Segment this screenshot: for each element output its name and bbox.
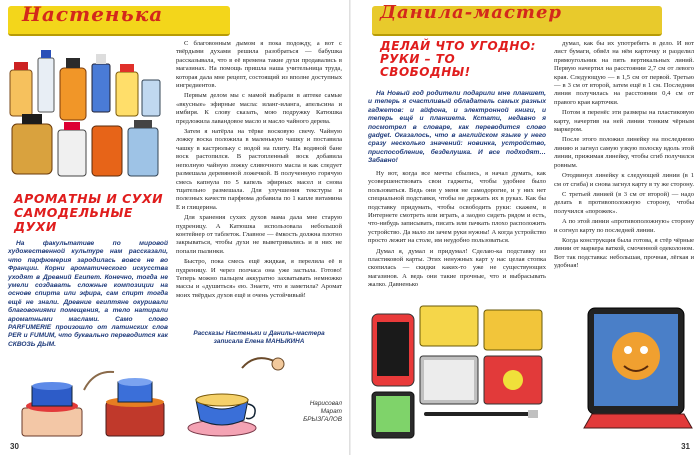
body-paragraph: После этого положил линейку на последнюю линию и загнул самую узкую полоску вдоль этой линии, прижимая линейку, чтобы сгиб получился ровным. [554,136,694,169]
page-number: 31 [681,442,690,451]
body-paragraph: Первым делом мы с мамой выбрали в аптеке самые «вкусные» эфирные масла: иланг-иланга, апельсина и имбиря. К слову сказать, мою подружку Катюшка предложила лавандовое масло и масло чайного дерева. [176,92,342,125]
headline-line-1: ДЕЛАЙ ЧТО УГОДНО: [380,39,536,53]
gadget-cards-illustration [368,300,548,445]
tablet-on-stand-illustration [582,304,694,436]
headline-line-2: РУКИ – ТО СВОБОДНЫ! [380,52,471,80]
body-paragraph: А по этой линии «противоположную» сторону и согнул карту по последней линии. [554,218,694,234]
right-page [350,0,700,455]
body-paragraph: Потом я перенёс эти размеры на пластиковую карту, начертив на ней линии тонким чёрным маркером. [554,109,694,134]
article-body-column [368,170,546,292]
body-paragraph: думал, как бы их употребить в дело. И вот лист бумаги, обвёл на нём карточку и разделил прямоугольник на пять вертикальных линий. Первую начертил на расстоянии 2,7 см от левого края. Следующую — в 1,5 см от первой. Третью — в 3 см от второй, затем ещё в 1 см. Последняя линия получилась на расстоянии 0,4 см от правого края карточки. [554,40,694,106]
headline-line-2: САМОДЕЛЬНЫЕ ДУХИ [14,204,133,234]
cups-illustration [182,348,292,440]
page-number: 30 [10,442,19,451]
illustrator-signature [280,400,342,424]
body-paragraph: Быстро, пока смесь ещё жидкая, я перелила её в пудреницу. И через полчаса она уже застыла. Готово! Теперь можно пальцем аккуратно захватывать немножко массы и «душиться» ею. Знаете, что я заметила? Аромат моих твёрдых духов ещё и очень устойчивый! [176,258,342,299]
sig-line-2: Марат [320,408,342,415]
body-paragraph: С третьей линией (в 3 см от второй) — надо делать в противоположную сторону, чтобы получился «порожек». [554,190,694,215]
banner-title: Данила-мастер [380,2,563,23]
body-paragraph: Затем я натёрла на тёрке восковую свечу. Чайную ложку воска положила в маленькую чашку и поставила чашку в кастрюльку с водой на плиту. На водяной бане воск растопился. В растопленный воск добавила неполную чайную ложку сливочного масла и как следует размешала деревянной ложечкой. В полученную горячую смесь капнула по 5 капель эфирных масел и снова тщательно размешала. Для улучшения текстуры и полезных качеств парфюма добавила по 1 капле витамина Е и глицерина. [176,128,342,211]
headline-line-1: АРОМАТНЫ И СУХИ [14,191,164,206]
credits-line-1: Рассказы Настеньки и Данилы-мастера [193,330,325,337]
article-credits [176,330,342,346]
article-headline [380,40,550,80]
body-paragraph: Думал я, думал и придумал! Сделаю-ка подставку из пластиковой карты. Этих ненужных карт у нас целая стопка скопилась — скидки каких-то уже не существующих магазинов. А ведь они такие прочные, что и выбрасывать жалко. Давненько [368,247,546,289]
sig-line-3: БРЫЗГАЛОВ [303,416,342,423]
article-body-column [554,40,694,273]
intro-text: На Новый год родители подарили мне планшет, и теперь я счастливый обладатель самых разных гаджетов: и айфона, и электронной книги, и теперь ещё и планшета. Кстати, недавно я посмотрел в словаре, как переводится слово gadget. Оказалось, что в английском языке у него сразу несколько значений: новинка, устройство, приспособление, безделушка. И все подходят… Забавно! [368,90,546,165]
intro-paragraph [8,240,168,351]
stove-and-cups-illustration [14,350,174,442]
intro-text: На факультативе по мировой художественной культуре нам рассказали, что парфюмерия зародилась вовсе не во Франции. Корни ароматического искусства уходят в Древний Египет. Конечно, тогда не умели создавать сложные композиции на основе спирта или эфира, сам спирт тогда ещё не знали. Древние египтяне окуривали благовониями помещения, а тело натирали ароматными маслами. Само слово PARFUMERIE произошло от латинских слов PER и FUMUM, что буквально переводится как СКВОЗЬ ДЫМ. [8,240,168,348]
intro-paragraph [368,90,546,168]
banner-title: Настенька [22,2,164,26]
body-paragraph: Для хранения сухих духов мама дала мне старую пудреницу. А Катюшка использовала небольшой контейнер от таблеток. Главное — ёмкость должна плотно закрываться, чтобы духи не выветривались и в них не попали пылинки. [176,214,342,255]
perfume-bottles-illustration [4,40,164,190]
body-paragraph: Ну вот, когда все мечты сбылись, я начал думать, как усовершенствовать свои гаджеты, чтобы удобнее было пользоваться. Ведь они у меня не самодорогие, и у них нет специальной подставки, чтобы не держать их в руках. Как бы подставку придумать, чтобы освободить руки: скажем, в Интернете смотреть или играть, а заодно сидеть рядом и есть, что-нибудь записывать, писать или пачкать плохо расположить устройство. Да мало ли зачем руки нужны! А когда устройство просто лежит на столе, им неудобно пользоваться. [368,170,546,245]
credits-line-2: записала Елена МАНЫКИНА [213,338,305,345]
sig-line-1: Нарисовал [309,400,342,407]
body-paragraph: С благовонным дымом я пока подожду, а вот с твёрдыми духами решила разобраться — бабушка рассказывала, что в её времена такие духи продавались в магазинах. На помощь пришла наша учительница труда, которая дала мне рецепт, состоящий из вполне доступных ингредиентов. [176,40,342,90]
article-headline [14,192,164,233]
article-body-column [176,40,342,302]
body-paragraph: Когда конструкция была готова, я стёр чёрные линии от маркера ваткой, смоченной одеколоном. Вот так подставка: небольшая, прочная, лёгкая и удобная! [554,236,694,270]
body-paragraph: Отодвинул линейку к следующей линии (в 1 см от сгиба) и снова загнул карту в ту же сторону. [554,172,694,188]
